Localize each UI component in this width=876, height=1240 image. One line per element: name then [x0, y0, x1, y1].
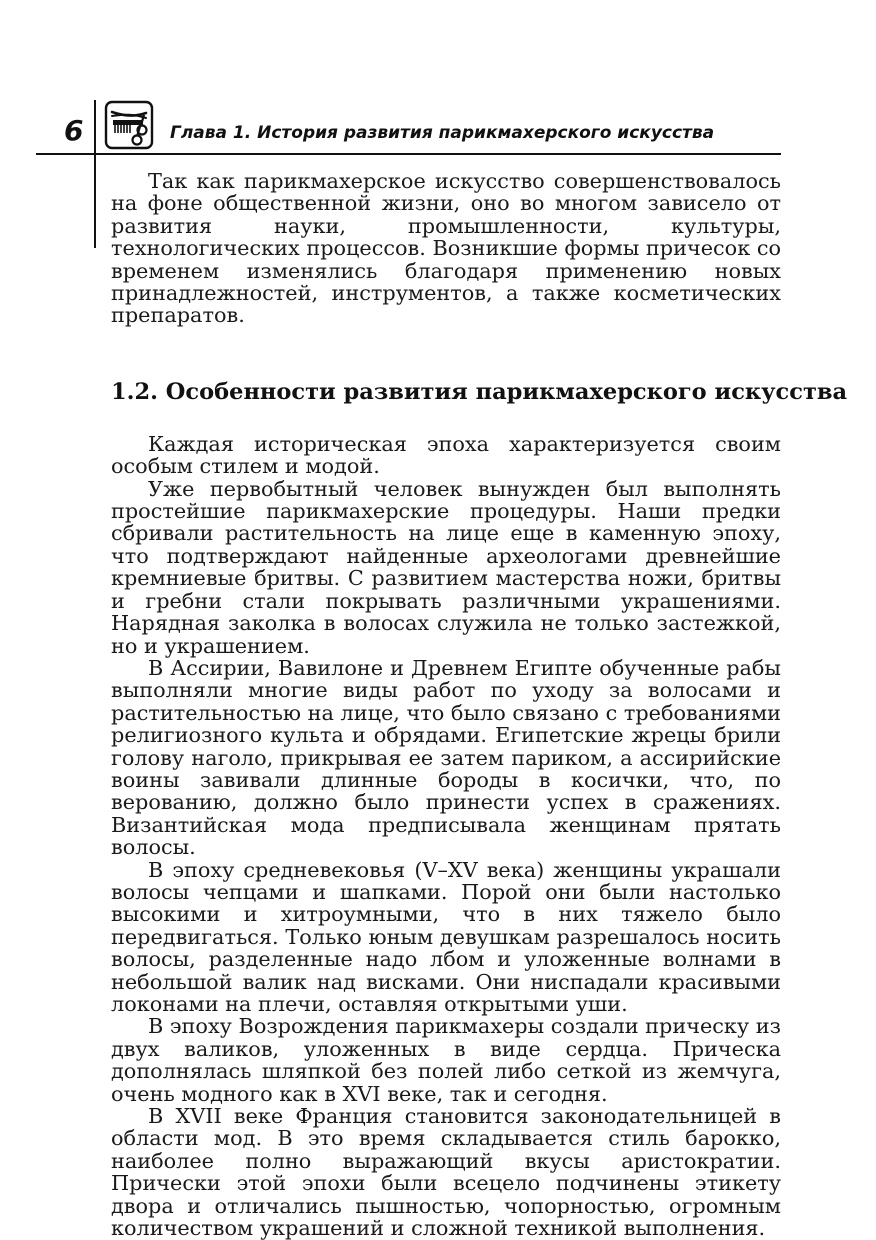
- scissors-and-comb-icon: [104, 100, 154, 150]
- section-heading: 1.2. Особенности развития парикмахерского искусства: [111, 378, 848, 405]
- header-horizontal-rule: [36, 153, 781, 155]
- body-paragraph: В XVII веке Франция становится законодательницей в области мод. В это время складывается стиль барокко, наиболее полно выражающий вкусы аристократии. Прически этой эпохи были всецело подчинены этикету двора и отличались пышностью, чопорностью, огромным количеством украшений и сложной техникой выполнения.: [111, 1104, 781, 1240]
- body-paragraph: Уже первобытный человек вынужден был выполнять простейшие парикмахерские процедуры. Наши предки сбривали растительность на лице еще в каменную эпоху, что подтверждают найденные археологами древнейшие кремниевые бритвы. С развитием мастерства ножи, бритвы и гребни стали покрывать различными украшениями. Нарядная заколка в волосах служила не только застежкой, но и украшением.: [111, 476, 781, 658]
- page-number: 6: [64, 114, 84, 147]
- running-header: [0, 0, 876, 160]
- page-body: [111, 169, 848, 1240]
- body-paragraph: В Ассирии, Вавилоне и Древнем Египте обученные рабы выполняли многие виды работ по уходу за волосами и растительностью на лице, что было связано с требованиями религиозного культа и обрядами. Египетские жрецы брили голову наголо, прикрывая ее затем париком, а ассирийские воины завивали длинные бороды в косички, что, по верованию, должно было принести успех в сражениях. Византийская мода предписывала женщинам прятать волосы.: [111, 655, 781, 860]
- header-vertical-rule: [94, 100, 96, 248]
- body-paragraph: В эпоху средневековья (V–XV века) женщины украшали волосы чепцами и шапками. Порой они были настолько высокими и хитроумными, что в них тяжело было передвигаться. Только юным девушкам разрешалось носить волосы, разделенные надо лбом и уложенные волнами в небольшой валик над висками. Они ниспадали красивыми локонами на плечи, оставляя открытыми уши.: [111, 857, 781, 1016]
- body-paragraph: В эпоху Возрождения парикмахеры создали прическу из двух валиков, уложенных в виде сердца. Прическа дополнялась шляпкой без полей либо сеткой из жемчуга, очень модного как в XVI веке, так и сегодня.: [111, 1014, 781, 1106]
- intro-paragraph: Так как парикмахерское искусство совершенствовалось на фоне общественной жизни, оно во многом зависело от развития науки, промышленности, культуры, технологических процессов. Возникшие формы причесок со временем изменялись благодаря применению новых принадлежностей, инструментов, а также косметических препаратов.: [111, 169, 781, 328]
- body-paragraph: Каждая историческая эпоха характеризуется своим особым стилем и модой.: [111, 431, 781, 479]
- chapter-title: Глава 1. История развития парикмахерского искусства: [170, 123, 715, 143]
